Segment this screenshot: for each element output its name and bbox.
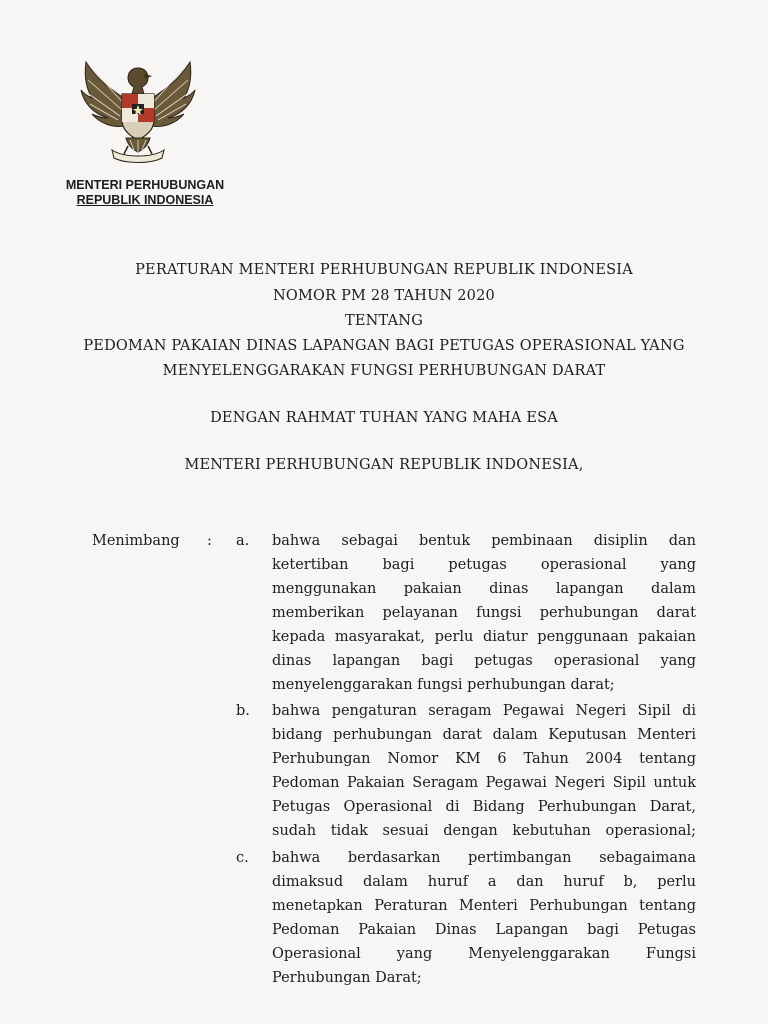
item-b-line: bahwa pengaturan seragam Pegawai Negeri Sipil di (272, 703, 696, 719)
item-c-line: Perhubungan Darat; (272, 970, 422, 986)
item-b-line: sudah tidak sesuai dengan kebutuhan operasional; (272, 823, 696, 839)
regulation-subject-line2: MENYELENGGARAKAN FUNGSI PERHUBUNGAN DARAT (162, 363, 606, 379)
regulation-number: NOMOR PM 28 TAHUN 2020 (273, 288, 495, 304)
regulation-title: PERATURAN MENTERI PERHUBUNGAN REPUBLIK INDONESIA (135, 262, 633, 278)
item-letter-a: a. (236, 533, 250, 549)
item-c-line: bahwa berdasarkan pertimbangan sebagaimana (272, 850, 696, 866)
item-letter-c: c. (236, 850, 249, 866)
regulation-subject-line1: PEDOMAN PAKAIAN DINAS LAPANGAN BAGI PETUGAS OPERASIONAL YANG (83, 338, 685, 354)
item-a-line: menggunakan pakaian dinas lapangan dalam (272, 581, 696, 597)
item-c-line: Operasional yang Menyelenggarakan Fungsi (272, 946, 696, 962)
item-c-line: dimaksud dalam huruf a dan huruf b, perlu (272, 874, 696, 890)
item-a-line: ketertiban bagi petugas operasional yang (272, 557, 696, 573)
item-c-line: menetapkan Peraturan Menteri Perhubungan tentang (272, 898, 696, 914)
issuer: MENTERI PERHUBUNGAN REPUBLIK INDONESIA, (184, 457, 584, 473)
item-b-line: Petugas Operasional di Bidang Perhubungan Darat, (272, 799, 696, 815)
item-b-line: bidang perhubungan darat dalam Keputusan Menteri (272, 727, 696, 743)
considerations-label: Menimbang (92, 533, 180, 549)
regulation-about: TENTANG (345, 313, 423, 329)
garuda-emblem-icon (78, 54, 198, 172)
item-a-line: menyelenggarakan fungsi perhubungan darat; (272, 677, 615, 693)
item-c-line: Pedoman Pakaian Dinas Lapangan bagi Petugas (272, 922, 696, 938)
ministry-header (60, 178, 230, 208)
item-b-line: Pedoman Pakaian Seragam Pegawai Negeri Sipil untuk (272, 775, 696, 791)
invocation: DENGAN RAHMAT TUHAN YANG MAHA ESA (210, 410, 558, 426)
item-letter-b: b. (236, 703, 250, 719)
item-a-line: dinas lapangan bagi petugas operasional yang (272, 653, 696, 669)
considerations-colon: : (207, 533, 212, 549)
item-b-line: Perhubungan Nomor KM 6 Tahun 2004 tentang (272, 751, 696, 767)
item-a-line: kepada masyarakat, perlu diatur penggunaan pakaian (272, 629, 696, 645)
item-a-line: bahwa sebagai bentuk pembinaan disiplin dan (272, 533, 696, 549)
ministry-country: REPUBLIK INDONESIA (76, 193, 214, 207)
ministry-name: MENTERI PERHUBUNGAN (65, 178, 225, 192)
item-a-line: memberikan pelayanan fungsi perhubungan darat (272, 605, 696, 621)
